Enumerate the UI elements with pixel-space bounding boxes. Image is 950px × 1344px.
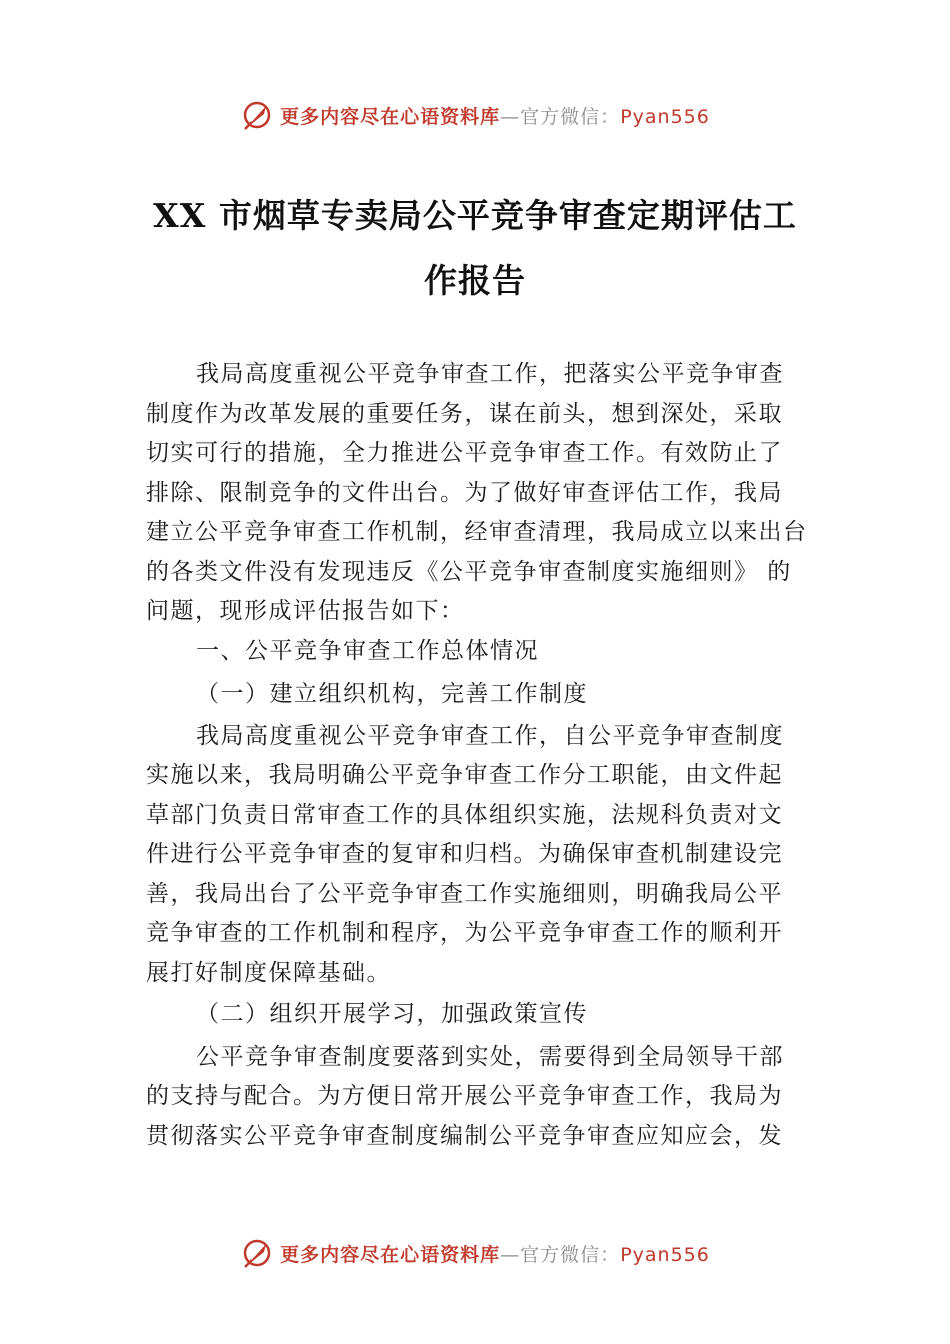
banner-library-text: 更多内容尽在心语资料库 [280,105,501,128]
banner-text [280,1240,710,1267]
subsection-heading: （二）组织开展学习，加强政策宣传 [196,1001,588,1027]
document-title-line-2: 作报告 [424,261,526,300]
body-line: 问题，现形成评估报告如下： [146,598,465,624]
body-line: 草部门负责日常审查工作的具体组织实施，法规科负责对文 [146,802,783,828]
banner-wechat-id: Pyan556 [620,105,710,128]
body-line: 建立公平竞争审查工作机制，经审查清理，我局成立以来出台 [146,519,808,545]
quill-logo-icon [240,98,274,132]
banner-dash: — [500,105,521,128]
body-line: 贯彻落实公平竞争审查制度编制公平竞争审查应知应会，发 [146,1123,783,1149]
document-title-line-1: XX 市烟草专卖局公平竞争审查定期评估工 [153,196,797,235]
banner-wechat-label: 官方微信： [520,1243,621,1266]
section-heading: 一、公平竞争审查工作总体情况 [196,638,539,664]
body-line: 展打好制度保障基础。 [146,960,391,986]
body-line: 公平竞争审查制度要落到实处，需要得到全局领导干部 [196,1044,784,1070]
subsection-heading: （一）建立组织机构，完善工作制度 [196,681,588,707]
banner-wechat-label: 官方微信： [520,105,621,128]
body-line: 的支持与配合。为方便日常开展公平竞争审查工作，我局为 [146,1083,783,1109]
body-line: 实施以来，我局明确公平竞争审查工作分工职能，由文件起 [146,762,783,788]
body-line: 我局高度重视公平竞争审查工作，把落实公平竞争审查 [196,361,784,387]
body-line: 制度作为改革发展的重要任务，谋在前头，想到深处，采取 [146,401,783,427]
header-banner [0,95,950,135]
footer-banner [0,1233,950,1273]
banner-wechat-id: Pyan556 [620,1243,710,1266]
banner-text [280,102,710,129]
body-line: 件进行公平竞争审查的复审和归档。为确保审查机制建设完 [146,841,783,867]
body-line: 我局高度重视公平竞争审查工作，自公平竞争审查制度 [196,723,784,749]
body-line: 的各类文件没有发现违反《公平竞争审查制度实施细则》 的 [146,559,792,585]
body-line: 切实可行的措施，全力推进公平竞争审查工作。有效防止了 [146,440,783,466]
body-line: 排除、限制竞争的文件出台。为了做好审查评估工作，我局 [146,480,783,506]
banner-library-text: 更多内容尽在心语资料库 [280,1243,501,1266]
banner-dash: — [500,1243,521,1266]
quill-logo-icon [240,1236,274,1270]
body-line: 善，我局出台了公平竞争审查工作实施细则，明确我局公平 [146,881,783,907]
body-line: 竞争审查的工作机制和程序，为公平竞争审查工作的顺利开 [146,920,783,946]
